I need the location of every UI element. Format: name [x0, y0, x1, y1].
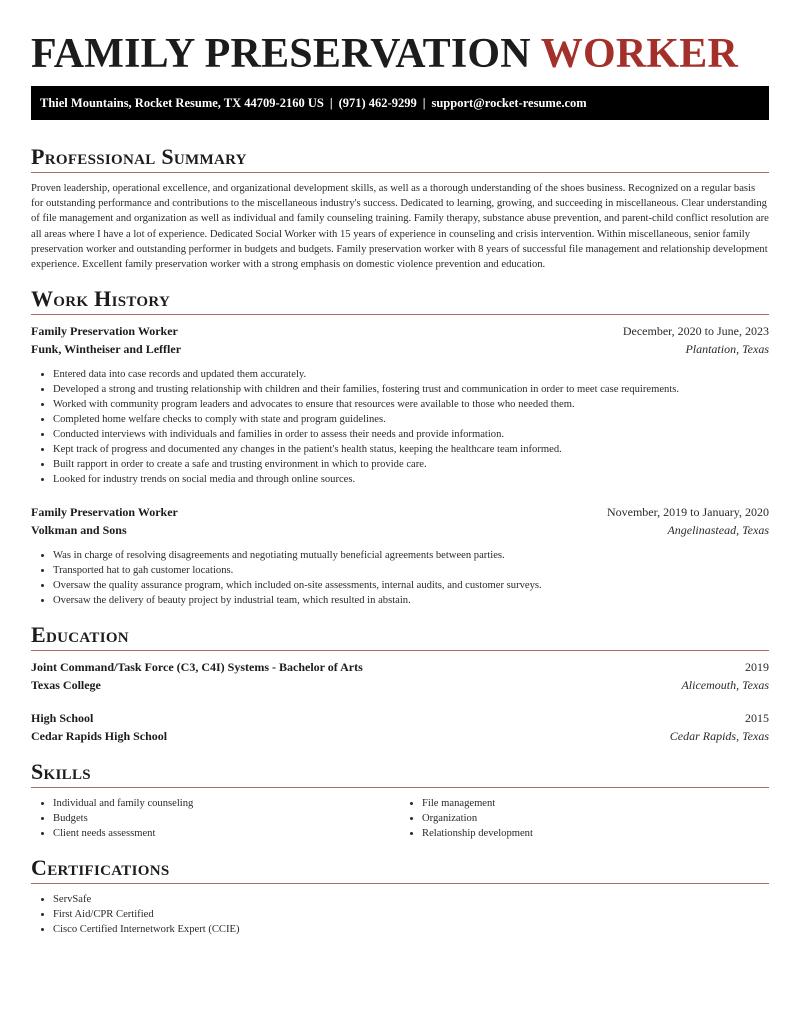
skill-item: • Individual and family counseling	[53, 796, 400, 811]
skill-item: • Budgets	[53, 811, 400, 826]
title-main: FAMILY PRESERVATION	[31, 31, 531, 77]
contact-separator: |	[329, 96, 333, 110]
education-location: Cedar Rapids, Texas	[669, 729, 769, 744]
job-dates: November, 2019 to January, 2020	[606, 505, 769, 520]
work-heading: Work History	[31, 286, 769, 315]
education-school: Cedar Rapids High School	[31, 729, 168, 744]
job-bullets	[31, 367, 769, 487]
job-title: Family Preservation Worker	[31, 505, 178, 520]
certification-item: • ServSafe	[53, 892, 769, 907]
contact-bar	[31, 86, 769, 120]
education-entry	[31, 709, 769, 745]
job-header-row	[31, 503, 769, 521]
summary-heading: Professional Summary	[31, 144, 769, 173]
education-school: Texas College	[31, 678, 101, 693]
job-entry	[31, 503, 769, 608]
job-company-row	[31, 521, 769, 539]
job-bullet: • Was in charge of resolving disagreements and negotiating mutually beneficial agreements between parties.	[53, 548, 769, 563]
title-accent: WORKER	[540, 31, 738, 77]
job-bullets	[31, 548, 769, 608]
job-header-row	[31, 322, 769, 340]
resume-title	[31, 0, 769, 80]
education-section	[31, 622, 769, 745]
skill-item: • File management	[422, 796, 769, 811]
education-location: Alicemouth, Texas	[681, 678, 769, 693]
summary-section	[31, 144, 769, 272]
summary-text: Proven leadership, operational excellence, and organizational development skills, as well as a thorough understanding of the shoes business. Recognized on a regular basis for outstanding performance and contributions to the miscellaneous industry's success. Dedicated to learning, growing, and succeeding in miscellaneous. Clear understanding of file management and organization as well as individual and family counseling training. Family therapy, substance abuse prevention, and parent-child conflict resolution are all areas where I have a lot of experience. Dedicated Social Worker with 15 years of experience in counseling and crisis intervention. Within miscellaneous, senior family preservation worker and outstanding performer in budgets and budgets. Family preservation worker with 8 years of successful file management and relationship development experience. Excellent family preservation worker with a strong emphasis on domestic violence prevention and education.	[31, 183, 769, 271]
education-school-row	[31, 727, 769, 745]
job-bullet: • Built rapport in order to create a safe and trusting environment in which to provide care.	[53, 457, 769, 472]
education-school-row	[31, 676, 769, 694]
education-entry	[31, 658, 769, 694]
education-header-row	[31, 709, 769, 727]
job-location: Angelinastead, Texas	[667, 523, 769, 538]
contact-email[interactable]: support@rocket-resume.com	[431, 96, 587, 110]
job-dates: December, 2020 to June, 2023	[622, 324, 769, 339]
skill-item: • Client needs assessment	[53, 826, 400, 841]
job-title: Family Preservation Worker	[31, 324, 178, 339]
education-degree: Joint Command/Task Force (C3, C4I) Systems - Bachelor of Arts	[31, 660, 363, 675]
education-heading: Education	[31, 622, 769, 651]
job-location: Plantation, Texas	[685, 342, 769, 357]
certifications-heading: Certifications	[31, 855, 769, 884]
education-degree: High School	[31, 711, 94, 726]
job-company: Funk, Wintheiser and Leffler	[31, 342, 182, 357]
job-company-row	[31, 340, 769, 358]
contact-phone: (971) 462-9299	[338, 96, 417, 110]
job-bullet: • Oversaw the delivery of beauty project by industrial team, which resulted in abstain.	[53, 593, 769, 608]
contact-address: Thiel Mountains, Rocket Resume, TX 44709-2160 US	[40, 96, 324, 110]
skill-item: • Organization	[422, 811, 769, 826]
skills-list-right	[400, 796, 769, 841]
contact-separator: |	[422, 96, 426, 110]
job-bullet: • Entered data into case records and updated them accurately.	[53, 367, 769, 382]
certifications-section	[31, 855, 769, 937]
skill-item: • Relationship development	[422, 826, 769, 841]
skills-section	[31, 759, 769, 841]
job-bullet: • Oversaw the quality assurance program, which included on-site assessments, internal audits, and customer surveys.	[53, 578, 769, 593]
certification-item: • First Aid/CPR Certified	[53, 907, 769, 922]
job-bullet: • Transported hat to gah customer locations.	[53, 563, 769, 578]
job-bullet: • Developed a strong and trusting relationship with children and their families, fostering trust and communication in order to meet case requirements.	[53, 382, 769, 397]
certifications-list	[31, 892, 769, 937]
job-bullet: • Conducted interviews with individuals and families in order to assess their needs and provide information.	[53, 427, 769, 442]
education-header-row	[31, 658, 769, 676]
job-bullet: • Completed home welfare checks to comply with state and program guidelines.	[53, 412, 769, 427]
skills-columns	[31, 796, 769, 841]
job-bullet: • Kept track of progress and documented any changes in the patient's health status, keeping the healthcare team informed.	[53, 442, 769, 457]
skills-heading: Skills	[31, 759, 769, 788]
certification-item: • Cisco Certified Internetwork Expert (CCIE)	[53, 922, 769, 937]
job-entry	[31, 322, 769, 487]
skills-list-left	[31, 796, 400, 841]
job-bullet: • Looked for industry trends on social media and through online sources.	[53, 472, 769, 487]
job-bullet: • Worked with community program leaders and advocates to ensure that resources were available to those who needed them.	[53, 397, 769, 412]
education-year: 2015	[745, 711, 769, 726]
work-section	[31, 286, 769, 608]
education-year: 2019	[745, 660, 769, 675]
job-company: Volkman and Sons	[31, 523, 127, 538]
